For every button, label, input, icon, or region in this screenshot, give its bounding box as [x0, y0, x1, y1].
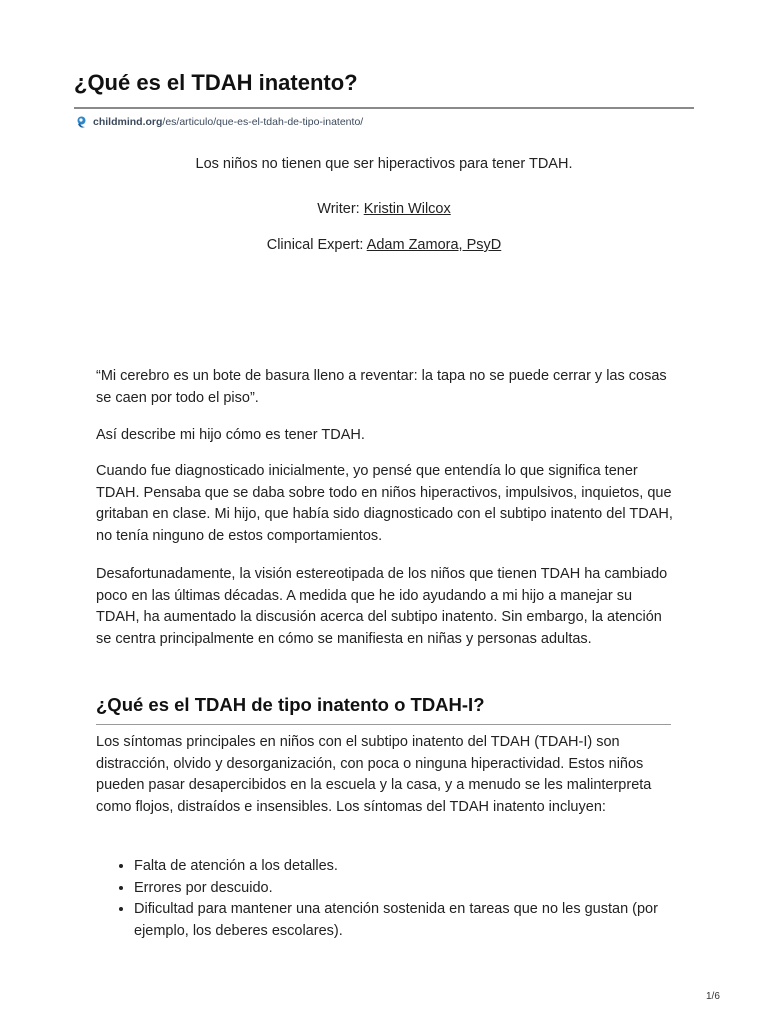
body-paragraph: Cuando fue diagnosticado inicialmente, yo pensé que entendía lo que significa tener TDAH. Pensaba que se daba sobre todo en niños hiperactivos, impulsivos, inquietos, que gritaban en clase. Mi hijo, que había sido diagnosticado con el subtipo inatento del TDAH, no tenía ninguno de estos comportamientos. — [96, 463, 673, 544]
article-subtitle: Los niños no tienen que ser hiperactivos para tener TDAH. — [195, 156, 573, 172]
childmind-favicon-icon — [74, 115, 88, 129]
expert-link[interactable]: Adam Zamora, PsyD — [366, 237, 502, 253]
page-title: ¿Qué es el TDAH inatento? — [74, 70, 358, 95]
body-paragraph: Desafortunadamente, la visión estereotipada de los niños que tienen TDAH ha cambiado poco en las últimas décadas. A medida que he ido ayudando a mi hijo a manejar su TDAH, ha aumentado la discusión acerca del subtipo inatento. Sin embargo, la atención se centra principalmente en cómo se manifiesta en niñas y personas adultas. — [96, 566, 668, 647]
section-divider — [96, 724, 671, 725]
title-divider — [74, 107, 694, 109]
body-paragraph: “Mi cerebro es un bote de basura lleno a reventar: la tapa no se puede cerrar y las cosas se caen por todo el piso”. — [96, 368, 667, 406]
list-item: • Errores por descuido. — [134, 878, 676, 900]
body-paragraph: Así describe mi hijo cómo es tener TDAH. — [96, 427, 365, 443]
list-item: • Falta de atención a los detalles. — [134, 856, 676, 878]
page-number: 1/6 — [706, 991, 720, 1002]
source-path: /es/articulo/que-es-el-tdah-de-tipo-inatento/ — [162, 116, 364, 128]
writer-label: Writer: — [317, 201, 364, 217]
expert-credit — [0, 237, 768, 253]
source-url[interactable] — [74, 114, 363, 130]
symptom-list — [96, 856, 676, 942]
writer-credit — [0, 201, 768, 217]
expert-label: Clinical Expert: — [266, 237, 367, 253]
writer-link[interactable]: Kristin Wilcox — [363, 201, 451, 217]
list-item: • Dificultad para mantener una atención sostenida en tareas que no les gustan (por ejemplo, los deberes escolares). — [134, 899, 676, 942]
section-heading: ¿Qué es el TDAH de tipo inatento o TDAH-I? — [96, 694, 485, 715]
source-domain: childmind.org — [93, 116, 163, 128]
section-intro: Los síntomas principales en niños con el subtipo inatento del TDAH (TDAH-I) son distracción, olvido y desorganización, con poca o ninguna hiperactividad. Estos niños pueden pasar desapercibidos en la escuela y la casa, y a menudo se les malinterpreta como flojos, distraídos e insensibles. Los síntomas del TDAH inatento incluyen: — [96, 734, 652, 815]
